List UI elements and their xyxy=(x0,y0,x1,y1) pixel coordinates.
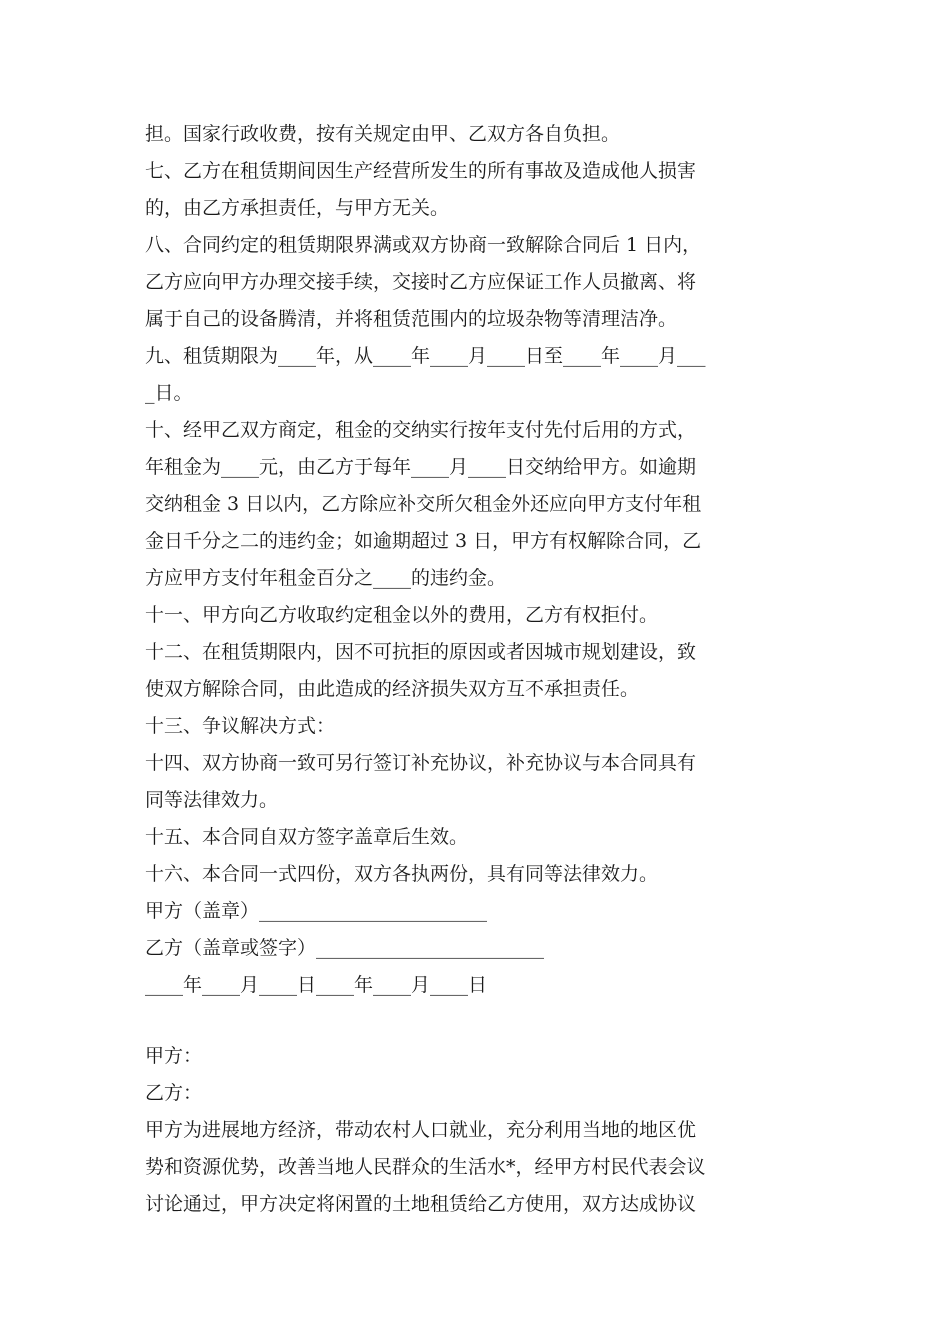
clause-7: 七、乙方在租赁期间因生产经营所发生的所有事故及造成他人损害 xyxy=(145,160,697,182)
text-line: 交纳租金 3 日以内，乙方除应补交所欠租金外还应向甲方支付年租 xyxy=(145,493,702,515)
clause-8: 八、合同约定的租赁期限界满或双方协商一致解除合同后 1 日内， xyxy=(145,234,702,256)
spacer xyxy=(145,1004,810,1038)
text-line: 金日千分之二的违约金；如逾期超过 3 日，甲方有权解除合同，乙 xyxy=(145,530,702,552)
clause-10: 十、经甲乙双方商定，租金的交纳实行按年支付先付后用的方式， xyxy=(145,419,697,441)
text-line: 属于自己的设备腾清，并将租赁范围内的垃圾杂物等清理洁净。 xyxy=(145,308,678,330)
clause-12: 十二、在租赁期限内，因不可抗拒的原因或者因城市规划建设，致 xyxy=(145,641,697,663)
preamble-line: 甲方为进展地方经济，带动农村人口就业，充分利用当地的地区优 xyxy=(145,1119,697,1141)
text-line: 乙方应向甲方办理交接手续，交接时乙方应保证工作人员撤离、将 xyxy=(145,271,697,293)
clause-14: 十四、双方协商一致可另行签订补充协议，补充协议与本合同具有 xyxy=(145,752,697,774)
contract-page xyxy=(145,116,810,1223)
party-b-label: 乙方： xyxy=(145,1082,203,1104)
text-line: 使双方解除合同，由此造成的经济损失双方互不承担责任。 xyxy=(145,678,640,700)
party-a-label: 甲方： xyxy=(145,1045,203,1067)
party-a-seal-line: 甲方（盖章）________________________ xyxy=(145,900,488,922)
text-line: 同等法律效力。 xyxy=(145,789,279,811)
text-line: 的，由乙方承担责任，与甲方无关。 xyxy=(145,197,450,219)
preamble-line: 讨论通过，甲方决定将闲置的土地租赁给乙方使用，双方达成协议 xyxy=(145,1193,697,1215)
text-line: 担。国家行政收费，按有关规定由甲、乙双方各自负担。 xyxy=(145,123,621,145)
clause-16: 十六、本合同一式四份，双方各执两份，具有同等法律效力。 xyxy=(145,863,659,885)
clause-15: 十五、本合同自双方签字盖章后生效。 xyxy=(145,826,469,848)
clause-9: 九、租赁期限为____年，从____年____月____日至____年____月___ xyxy=(145,345,706,367)
clause-11: 十一、甲方向乙方收取约定租金以外的费用，乙方有权拒付。 xyxy=(145,604,659,626)
party-b-seal-line: 乙方（盖章或签字）________________________ xyxy=(145,937,545,959)
text-line: 方应甲方支付年租金百分之____的违约金。 xyxy=(145,567,507,589)
text-line: 年租金为____元，由乙方于每年____月____日交纳给甲方。如逾期 xyxy=(145,456,697,478)
clause-13: 十三、争议解决方式： xyxy=(145,715,336,737)
preamble-line: 势和资源优势，改善当地人民群众的生活水*，经甲方村民代表会议 xyxy=(145,1156,706,1178)
text-line: _日。 xyxy=(145,382,193,404)
date-line: ____年____月____日____年____月____日 xyxy=(145,974,488,996)
